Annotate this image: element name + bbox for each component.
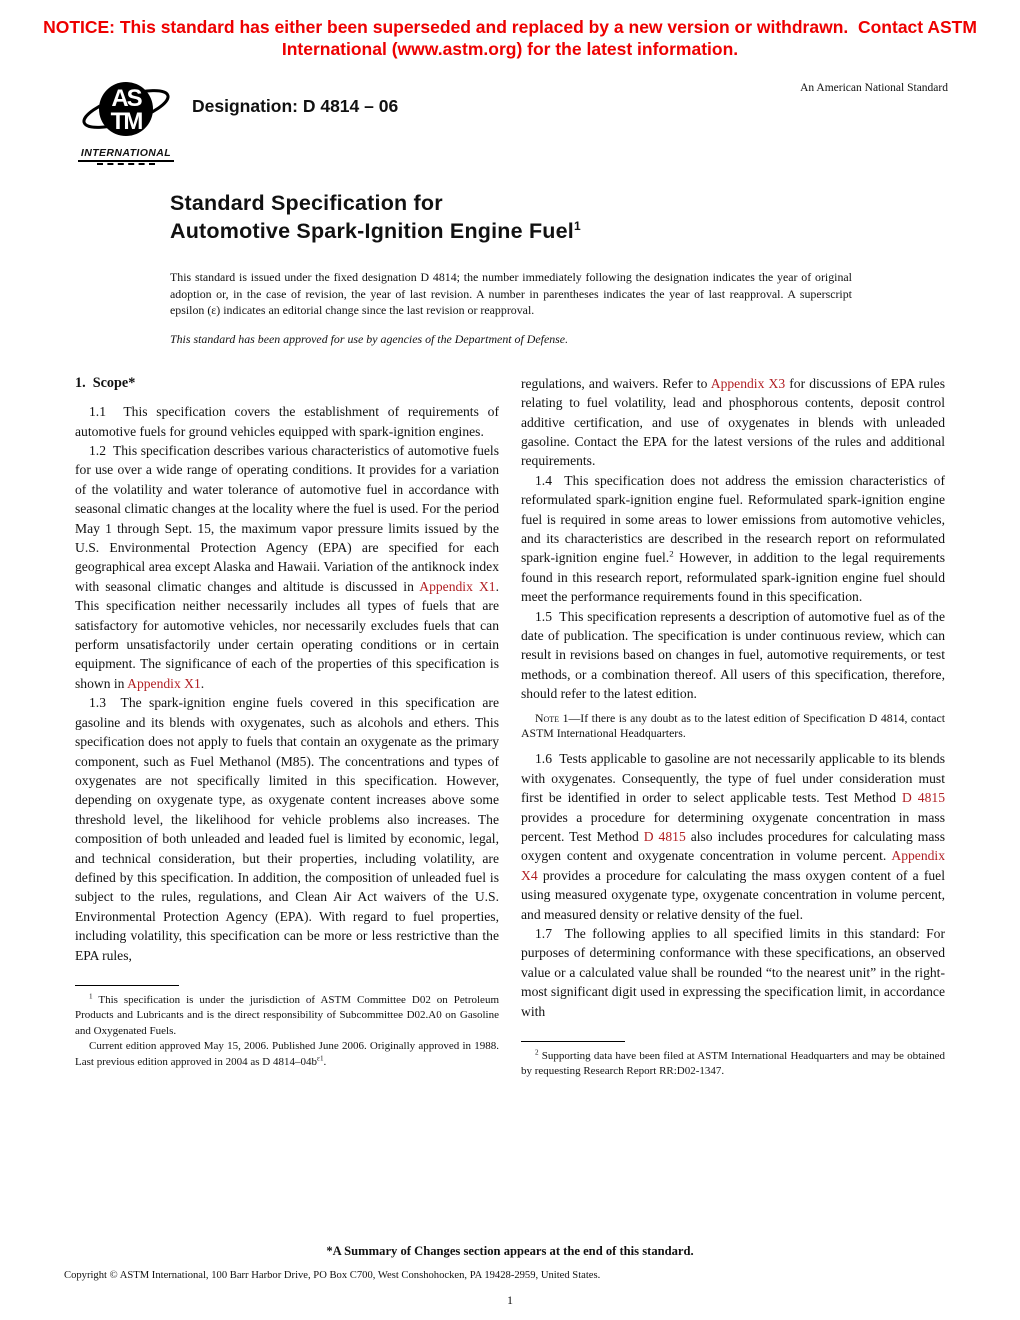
superseded-notice-line2: International (www.astm.org) for the latest information. — [281, 39, 739, 59]
document-header — [78, 76, 948, 168]
astm-logo-underline — [97, 163, 155, 165]
reference-link[interactable]: D 4815 — [643, 828, 686, 844]
paragraph-1-2: 1.2 This specification describes various characteristics of automotive fuels for use over a wide range of operating conditions. It provides for a variation of the volatility and water tolerance of automotive fuel in accordance with seasonal climatic changes at the locality where the fuel is used. For the period May 1 through Sept. 15, the maximum vapor pressure limits issued by the U.S. Environmental Protection Agency (EPA) are specified for each geographical area except Alaska and Hawaii. Variation of the antiknock index with seasonal climatic changes and altitude is discussed in Appendix X1. This specification neither necessarily includes all types of fuels that are satisfactory for automotive vehicles, nor necessarily excludes fuels that can perform unsatisfactorily under certain operating conditions or in certain equipment. The significance of each of the properties of this specification is shown in Appendix X1. — [75, 443, 500, 691]
right-column — [521, 374, 945, 1080]
note-1: Note 1—If there is any doubt as to the latest edition of Specification D 4814, contact ASTM International Headquarters. — [521, 710, 945, 741]
summary-of-changes-line: *A Summary of Changes section appears at the end of this standard. — [326, 1244, 694, 1258]
title-line1: Standard Specification for — [170, 191, 443, 215]
paragraph-1-3: 1.3 The spark-ignition engine fuels covered in this specification are gasoline and its blends with oxygenates, such as alcohols and ethers. This specification does not apply to fuels that contain an oxygenate as the primary component, such as Fuel Methanol (M85). The concentrations and types of oxygenates are not specifically limited in this specification. However, depending on oxygenate type, as oxygenate content increases above some threshold level, the likelihood for vehicle problems also increases. The composition of both unleaded and leaded fuel is limited by economic, legal, and technical consideration, but their properties, including volatility, are defined by this specification. In addition, the composition of unleaded fuel is subject to the rules, regulations, and Clean Air Act waivers of the U.S. Environmental Protection Agency (EPA). With regard to fuel properties, including volatility, this specification can be more or less restrictive than the EPA rules, — [75, 695, 499, 963]
page-title — [170, 190, 1020, 245]
reference-link[interactable]: Appendix X4 — [521, 848, 945, 883]
footnote-1-edition: Current edition approved May 15, 2006. Published June 2006. Originally approved in 1988. Last previous edition approved in 2004 as D $4814-04b^{\varepsilon 1}$. — [75, 1040, 499, 1068]
paragraph-1-3-continued: regulations, and waivers. Refer to Appendix X3 for discussions of EPA rules relating to fuel volatility, lead and phosphorous contents, deposit control additive certification, and use of oxygenates in blends with unleaded gasoline. Contact the EPA for the latest versions of the rules and additional requirements. — [521, 375, 945, 469]
body-columns — [75, 374, 945, 1080]
svg-text:AS: AS — [111, 85, 141, 112]
dod-approval-line: This standard has been approved for use by agencies of the Department of Defense. — [170, 331, 569, 346]
paragraph-1-5: 1.5 This specification represents a description of automotive fuel as of the date of publication. The specification is under continuous review, which can result in revisions based on changes in fuel, automotive requirements, or test methods, or a combination thereof. All users of this specification, therefore, should refer to the latest edition. — [521, 608, 945, 702]
svg-text:TM: TM — [110, 108, 142, 135]
astm-logo-subtitle: INTERNATIONAL — [78, 147, 174, 162]
paragraph-1-6: 1.6 Tests applicable to gasoline are not necessarily applicable to its blends with oxygenates. Consequently, the type of fuel under consideration must first be identified in order to select applicable tests. Test Method D 4815 provides a procedure for determining oxygenate concentration in mass percent. Test Method D 4815 also includes procedures for calculating mass oxygen content and oxygenate concentration in volume percent. Appendix X4 provides a procedure for calculating the mass oxygen content of a fuel using measured oxygenate type, oxygenate concentration in volume percent, and measured density or relative density of the fuel. — [521, 751, 945, 922]
right-footnotes — [521, 1041, 945, 1080]
national-standard-note: An American National Standard — [800, 82, 948, 94]
footnote-1-jurisdiction: $^1$ This specification is under the jurisdiction of ASTM Committee D02 on Petroleum Products and Lubricants and is the direct responsibility of Subcommittee D02.A0 on Gasoline and Oxygenated Fuels. — [75, 992, 499, 1037]
superseded-notice-line1: NOTICE: This standard has either been superseded and replaced by a new version or withdrawn. Contact ASTM — [43, 17, 977, 37]
copyright-line: Copyright © ASTM International, 100 Barr Harbor Drive, PO Box C700, West Conshohocken, PA 19428-2959, United States. — [64, 1270, 601, 1281]
title-line2: Automotive Spark-Ignition Engine Fuel$^1$ — [170, 218, 581, 243]
astm-logo — [78, 76, 174, 165]
footnote-rule — [521, 1041, 625, 1042]
title-footnote-marker: 1 — [573, 218, 581, 233]
issuance-paragraph: This standard is issued under the fixed designation D 4814; the number immediately following the designation indicates the year of original adoption or, in the case of revision, the year of last revision. A number in parentheses indicates the year of last reapproval. A superscript epsilon (ε) indicates an editorial change since the last revision or reapproval. — [170, 270, 852, 318]
footnote-2-supporting-data: $^2$ Supporting data have been filed at ASTM International Headquarters and may be obtained by requesting Research Report RR:D02-1347. — [521, 1048, 945, 1078]
reference-link[interactable]: Appendix X1 — [419, 578, 496, 594]
reference-link[interactable]: Appendix X1 — [127, 675, 201, 691]
superseded-notice — [0, 0, 1020, 60]
left-footnotes — [75, 985, 499, 1070]
page-footer — [0, 1244, 1020, 1308]
footnote-rule — [75, 985, 179, 986]
section-heading-scope: 1. Scope* — [75, 374, 136, 391]
page-number: 1 — [507, 1293, 513, 1307]
reference-link[interactable]: Appendix X3 — [710, 375, 786, 391]
designation-label: Designation: D 4814 – 06 — [192, 96, 399, 116]
reference-link[interactable]: D 4815 — [902, 790, 945, 806]
left-column — [75, 374, 499, 1080]
astm-globe-icon — [80, 76, 172, 142]
paragraph-1-4: 1.4 This specification does not address the emission characteristics of reformulated spark-ignition engine fuel. Reformulated spark-ignition engine fuel is required in some areas to lower emissions from automotive vehicles, and its characteristics are described in the research report on reformulated spark-ignition engine fuel.$^2$ However, in addition to the legal requirements found in this research report, reformulated spark-ignition engine fuel should meet the performance requirements found in this specification. — [521, 472, 945, 605]
paragraph-1-7: 1.7 The following applies to all specified limits in this standard: For purposes of determining conformance with these specifications, an observed value or a calculated value shall be rounded “to the nearest unit” in the right-most significant digit used in expressing the specification limit, in accordance with — [521, 925, 945, 1019]
paragraph-1-1: 1.1 This specification covers the establishment of requirements of automotive fuels for ground vehicles equipped with spark-ignition engines. — [75, 404, 499, 439]
